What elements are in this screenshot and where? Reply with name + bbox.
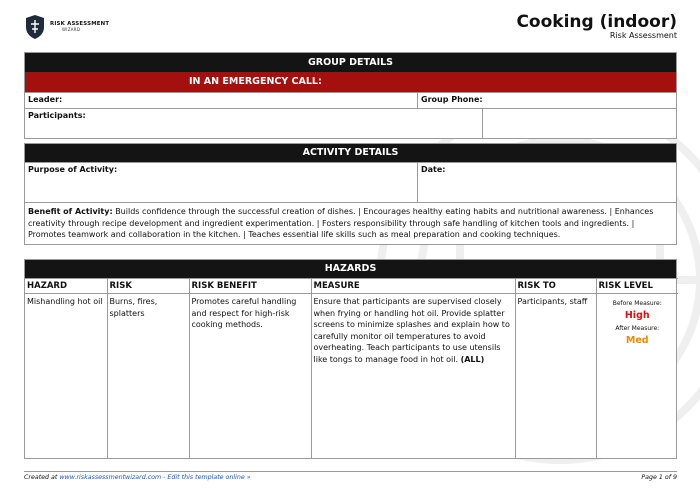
- before-measure-label: Before Measure:: [612, 300, 662, 307]
- logo-title: RISK ASSESSMENT: [50, 20, 110, 27]
- purpose-field[interactable]: [25, 163, 417, 202]
- before-risk-level: High: [624, 309, 650, 321]
- logo-subtitle: WIZARD: [62, 27, 81, 33]
- participants-extra-cell[interactable]: [482, 109, 676, 138]
- page-header: [24, 14, 677, 44]
- column-header-hazard: HAZARD: [25, 279, 107, 294]
- benefit-label: Benefit of Activity:: [28, 207, 113, 216]
- column-header-risk-level: RISK LEVEL: [596, 279, 678, 294]
- hazards-table: [25, 278, 678, 458]
- risk-to-cell: Participants, staff: [515, 294, 596, 458]
- footer-created-prefix: Created at: [24, 474, 58, 481]
- document-title: Cooking (indoor): [516, 12, 677, 32]
- column-header-risk-benefit: RISK BENEFIT: [189, 279, 311, 294]
- measure-text: Ensure that participants are supervised closely when frying or handling hot oil. Provide splatter screens to minimize splashes and explain how to carefully monitor oil temperatures to avoid overheating. Teach participants to use utensils like tongs to manage food in hot oil.: [313, 297, 510, 364]
- participants-field[interactable]: [25, 109, 482, 138]
- benefit-text: Builds confidence through the successful creation of dishes. | Encourages healthy eating habits and nutritional awareness. | Enhances creativity through recipe development and ingredient experimentation. | Fosters responsibility through safe handling of kitchen tools and ingredients. | Promotes teamwork and collaboration in the kitchen. | Teaches essential life skills such as meal preparation and cooking techniques.: [28, 207, 654, 239]
- risk-benefit-cell: Promotes careful handling and respect for high-risk cooking methods.: [189, 294, 311, 458]
- footer-website-link[interactable]: www.riskassessmentwizard.com - Edit this template online »: [59, 474, 251, 481]
- after-risk-level: Med: [625, 334, 649, 346]
- leader-field[interactable]: [25, 93, 417, 108]
- column-header-measure: MEASURE: [311, 279, 515, 294]
- group-phone-field[interactable]: [417, 93, 676, 108]
- table-row: [25, 294, 678, 458]
- measure-tag: (ALL): [460, 354, 485, 364]
- column-header-risk-to: RISK TO: [515, 279, 596, 294]
- benefit-paragraph: [25, 202, 676, 244]
- page-footer: [24, 471, 677, 481]
- participants-label: Participants:: [28, 111, 86, 120]
- document-subtitle: Risk Assessment: [609, 31, 677, 40]
- leader-row: [25, 92, 676, 108]
- purpose-row: [25, 162, 676, 202]
- date-label: Date:: [421, 165, 446, 174]
- date-field[interactable]: [417, 163, 676, 202]
- group-details-heading: GROUP DETAILS: [25, 53, 676, 72]
- purpose-label: Purpose of Activity:: [28, 165, 118, 174]
- activity-details-section: [24, 143, 677, 245]
- hazards-heading: HAZARDS: [25, 260, 676, 278]
- participants-row: [25, 108, 676, 138]
- leader-label: Leader:: [28, 95, 63, 104]
- hazards-section: [24, 259, 677, 459]
- shield-logo-icon: [24, 14, 46, 40]
- risk-level-cell: [596, 294, 678, 458]
- measure-cell: [311, 294, 515, 458]
- emergency-call-bar: IN AN EMERGENCY CALL:: [25, 72, 676, 92]
- activity-details-heading: ACTIVITY DETAILS: [25, 144, 676, 162]
- risk-cell: Burns, fires, splatters: [107, 294, 189, 458]
- hazard-cell: Mishandling hot oil: [25, 294, 107, 458]
- hazards-header-row: [25, 279, 678, 294]
- column-header-risk: RISK: [107, 279, 189, 294]
- group-details-section: [24, 52, 677, 139]
- page-number: Page 1 of 9: [641, 474, 677, 481]
- brand-logo: [24, 14, 109, 40]
- after-measure-label: After Measure:: [615, 325, 660, 332]
- group-phone-label: Group Phone:: [421, 95, 483, 104]
